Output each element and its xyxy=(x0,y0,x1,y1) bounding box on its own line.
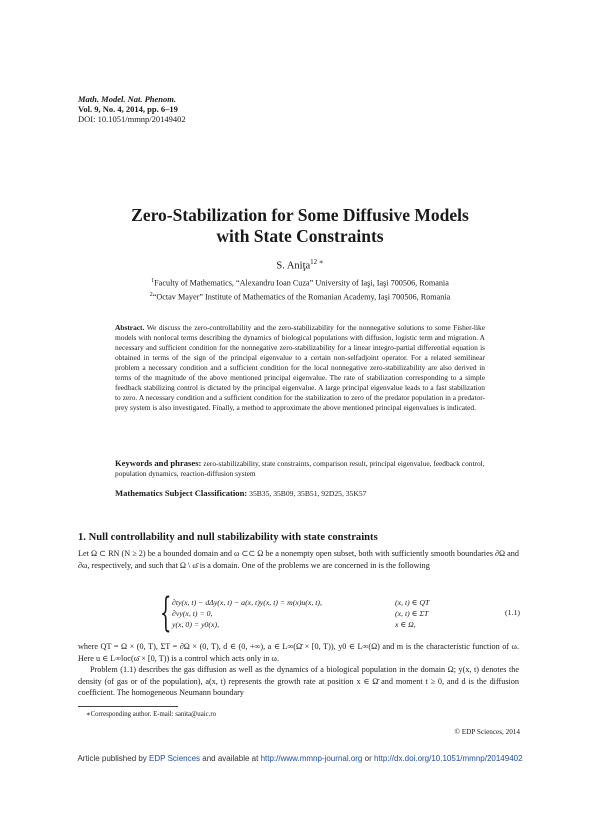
keywords-text: zero-stabilizability, state constraints, comparison result, principal eigenvalue, feedback control, population dynamics, reaction-diffusion system xyxy=(115,459,485,478)
left-brace-icon: { xyxy=(160,590,172,636)
equation-row-1: ∂ty(x, t) − dΔy(x, t) − a(x, t)y(x, t) = m(x)u(x, t), xyxy=(172,598,322,607)
author-marks: 12 ∗ xyxy=(310,258,324,266)
affiliation-mark: 2 xyxy=(149,292,153,298)
affiliation-1 xyxy=(0,278,600,288)
equation-row-2: ∂νy(x, t) = 0, xyxy=(172,609,213,618)
paragraph-definitions xyxy=(78,641,519,699)
msc-codes: 35B35, 35B09, 35B51, 92D25, 35K57 xyxy=(249,489,367,498)
footnote-divider xyxy=(78,706,178,707)
affiliation-2 xyxy=(0,292,600,302)
paragraph-where: where QT = Ω × (0, T), ΣT = ∂Ω × (0, T), d ∈ (0, +∞), a ∈ L∞(Ω̄ × [0, T)), y0 ∈ L∞(Ω) and m is the characteristic function of ω. Here u ∈ L∞loc(ω̄ × [0, T)) is a control which acts only in ω. xyxy=(78,642,519,663)
msc-label: Mathematics Subject Classification: xyxy=(115,488,248,498)
journal-url-link[interactable]: http://www.mmnp-journal.org xyxy=(260,754,363,763)
journal-volume: Vol. 9, No. 4, 2014, pp. 6–19 xyxy=(78,104,178,114)
equation-row-3: y(x, 0) = y0(x), xyxy=(172,620,220,629)
keywords-label: Keywords and phrases: xyxy=(115,458,202,468)
doi-link[interactable]: http://dx.doi.org/10.1051/mmnp/20149402 xyxy=(373,754,523,763)
publication-line xyxy=(0,754,600,763)
title-line-1: Zero-Stabilization for Some Diffusive Models xyxy=(131,205,469,225)
equation-1-1 xyxy=(160,590,520,636)
paper-title xyxy=(60,205,540,247)
publication-middle: and available at xyxy=(202,754,259,763)
journal-header xyxy=(78,94,186,124)
footnote: ∗Corresponding author. E-mail: sanita@uaic.ro xyxy=(86,711,216,718)
publication-prefix: Article published by xyxy=(77,754,147,763)
abstract-text: We discuss the zero-controllability and the zero-stabilizability for the nonnegative solutions to some Fisher-like models with nonlocal terms describing the dynamics of biological populations with diffusion, logistic term and migration. A necessary and sufficient condition for the nonnegative zero-stabilizability for a linear integro-partial differential equation is obtained in terms of the sign of the principal eigenvalue to a certain non-selfadjoint operator. For a related semilinear problem a necessary condition and a sufficient condition for the local nonnegative zero-stabilizability are also derived in terms of the magnitude of the above mentioned principal eigenvalue. The rate of stabilization corresponding to a simple feedback stabilizing control is dictated by the principal eigenvalue. A large principal eigenvalue leads to a fast stabilization to zero. A necessary condition and a sufficient condition for the stabilization to zero of the predator population in a predator-prey system is also investigated. Finally, a method to approximate the above mentioned principal eigenvalues is indicated. xyxy=(115,323,485,412)
publication-or: or xyxy=(364,754,372,763)
equation-condition-2: (x, t) ∈ ΣT xyxy=(395,609,429,618)
msc-classification xyxy=(115,488,485,498)
equation-condition-3: x ∈ Ω, xyxy=(395,620,416,629)
paragraph-problem-description: Problem (1.1) describes the gas diffusion as well as the dynamics of a biological population in the domain Ω; y(x, t) denotes the density (of gas or of the population), a(x, t) represents the growth rate at position x ∈ Ω̄ and moment t ≥ 0, and d is the diffusion coefficient. The homogeneous Neumann boundary xyxy=(78,665,519,697)
section-heading: 1. Null controllability and null stabilizability with state constraints xyxy=(78,532,378,543)
journal-doi: DOI: 10.1051/mmnp/20149402 xyxy=(78,114,186,124)
affiliation-text: “Octav Mayer” Institute of Mathematics of the Romanian Academy, Iaşi 700506, Romania xyxy=(152,292,451,302)
title-line-2: with State Constraints xyxy=(216,226,384,246)
author-line xyxy=(0,258,600,272)
abstract xyxy=(115,323,485,413)
abstract-label: Abstract. xyxy=(115,323,145,332)
journal-name: Math. Model. Nat. Phenom. xyxy=(78,94,176,104)
equation-condition-1: (x, t) ∈ QT xyxy=(395,598,430,607)
affiliation-text: Faculty of Mathematics, “Alexandru Ioan Cuza” University of Iaşi, Iaşi 700506, Romania xyxy=(154,278,449,288)
publisher-link[interactable]: EDP Sciences xyxy=(149,754,201,763)
copyright: © EDP Sciences, 2014 xyxy=(454,728,520,736)
equation-number: (1.1) xyxy=(505,608,520,617)
paragraph-intro: Let Ω ⊂ RN (N ≥ 2) be a bounded domain and ω ⊂⊂ Ω be a nonempty open subset, both with sufficiently smooth boundaries ∂Ω and ∂ω, respectively, and such that Ω \ ω̄ is a domain. One of the problems we are concerned in is the following xyxy=(78,549,519,570)
keywords xyxy=(115,458,485,479)
author-name: S. Aniţa xyxy=(276,260,311,272)
affiliation-mark: 1 xyxy=(151,278,155,284)
